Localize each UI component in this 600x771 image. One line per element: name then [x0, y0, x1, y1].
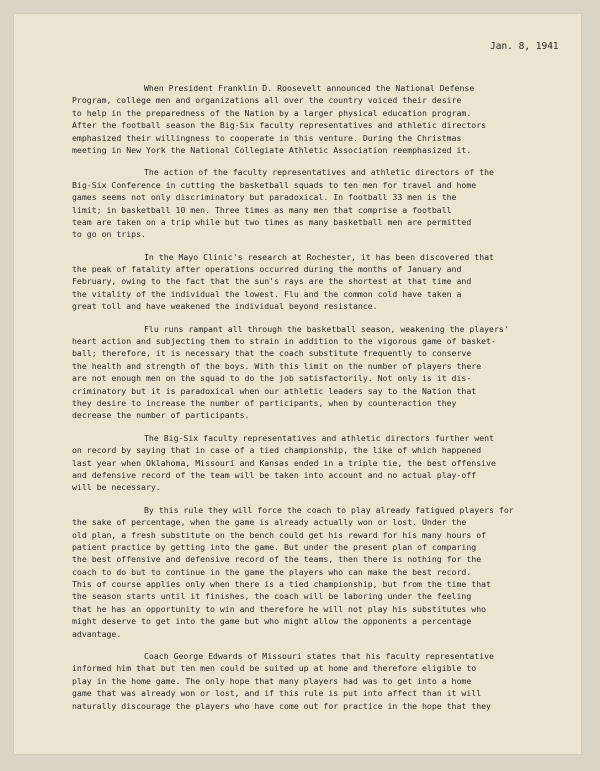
text-line: game that was already won or lost, and if this rule is put into affect than it will [72, 688, 482, 699]
text-line: Big-Six Conference in cutting the basketball squads to ten men for travel and home [72, 179, 477, 190]
text-line: Program, college men and organizations all over the country voiced their desire [72, 95, 462, 106]
text-line: Coach George Edwards of Missouri states that his faculty representative [144, 651, 494, 662]
text-line: and defensive record of the team will be taken into account and no actual play-off [72, 469, 477, 480]
text-line: the peak of fatality after operations occurred during the months of January and [72, 264, 462, 275]
paragraph-6 [72, 504, 572, 640]
text-line: are not enough men on the squad to do the job satisfactorily. Not only is it dis- [72, 373, 472, 384]
text-line: decrease the number of participants. [72, 410, 250, 421]
text-line: When President Franklin D. Roosevelt announced the National Defense [144, 83, 475, 93]
text-line: to go on trips. [72, 229, 146, 240]
text-line: limit; in basketball 10 men. Three times as many men that comprise a football [72, 204, 452, 215]
text-line: The Big-Six faculty representatives and athletic directors further went [144, 432, 494, 443]
text-line: naturally discourage the players who have come out for practice in the hope that they [72, 700, 491, 711]
text-line: might deserve to get into the game but who might allow the opponents a percentage [72, 616, 472, 627]
text-line: This of course applies only when there is a tied championship, but from the time that [72, 579, 491, 590]
text-line: last year when Oklahoma, Missouri and Kansas ended in a triple tie, the best offensive [72, 457, 496, 468]
text-line: they desire to increase the number of participants, when by counteraction they [72, 397, 457, 408]
letter-date: Jan. 8, 1941 [490, 41, 559, 52]
document-page [14, 14, 581, 754]
text-line: ball; therefore, it is necessary that the coach substitute frequently to conserve [72, 348, 472, 359]
text-line: that he has an opportunity to win and therefore he will not play his substitutes who [72, 603, 487, 614]
text-line: In the Mayo Clinic's research at Rochester, it has been discovered that [144, 251, 494, 262]
paragraph-3 [72, 251, 572, 313]
paragraph-1 [72, 82, 572, 156]
text-line: The action of the faculty representatives and athletic directors of the [144, 167, 494, 178]
text-line: team are taken on a trip while but two times as many basketball men are permitted [72, 216, 472, 227]
text-line: the best offensive and defensive record of the teams, then there is nothing for the [72, 554, 482, 565]
text-line: criminatory but it is paradoxical when our athletic leaders say to the Nation that [72, 385, 477, 396]
text-line: the sake of percentage, when the game is already actually won or lost. Under the [72, 517, 467, 528]
text-line: advantage. [72, 628, 122, 639]
text-line: By this rule they will force the coach to play already fatigued players for [144, 504, 514, 515]
paragraph-2 [72, 166, 572, 240]
text-line: February, owing to the fact that the sun's rays are the shortest at that time and [72, 276, 472, 287]
text-line: to help in the preparedness of the Nation by a larger physical education program. [72, 107, 472, 118]
document-body [72, 82, 572, 722]
text-line: coach to do but to continue in the game the players who can make the best record. [72, 566, 472, 577]
paragraph-4 [72, 323, 572, 422]
text-line: emphasized their willingness to cooperate in this venture. During the Christmas [72, 132, 462, 143]
text-line: great toll and have weakened the individual beyond resistance. [72, 301, 378, 312]
text-line: will be necessary. [72, 482, 161, 493]
text-line: the health and strength of the boys. With this limit on the number of players there [72, 360, 482, 371]
text-line: informed him that but ten men could be suited up at home and therefore eligible to [72, 663, 477, 674]
text-line: games seems not only discriminatory but paradoxical. In football 33 men is the [72, 192, 457, 203]
text-line: heart action and subjecting them to strain in addition to the vigorous game of basket- [72, 336, 496, 347]
text-line: patient practice by getting into the game. But under the present plan of comparing [72, 541, 477, 552]
text-line: meeting in New York the National Collegiate Athletic Association reemphasized it. [72, 144, 472, 155]
text-line: play in the home game. The only hope that many players had was to get into a home [72, 675, 472, 686]
text-line: old plan, a fresh substitute on the bench could get his reward for his many hours of [72, 529, 487, 540]
text-line: the season starts until it finishes, the coach will be laboring under the feeling [72, 591, 472, 602]
text-line: the vitality of the individual the lowest. Flu and the common cold have taken a [72, 288, 462, 299]
text-line: on record by saying that in case of a tied championship, the like of which happened [72, 445, 482, 456]
text-line: Flu runs rampant all through the basketball season, weakening the players' [144, 323, 509, 334]
text-line: After the football season the Big-Six faculty representatives and athletic directors [72, 120, 487, 131]
paragraph-5 [72, 432, 572, 494]
paragraph-7 [72, 650, 572, 712]
